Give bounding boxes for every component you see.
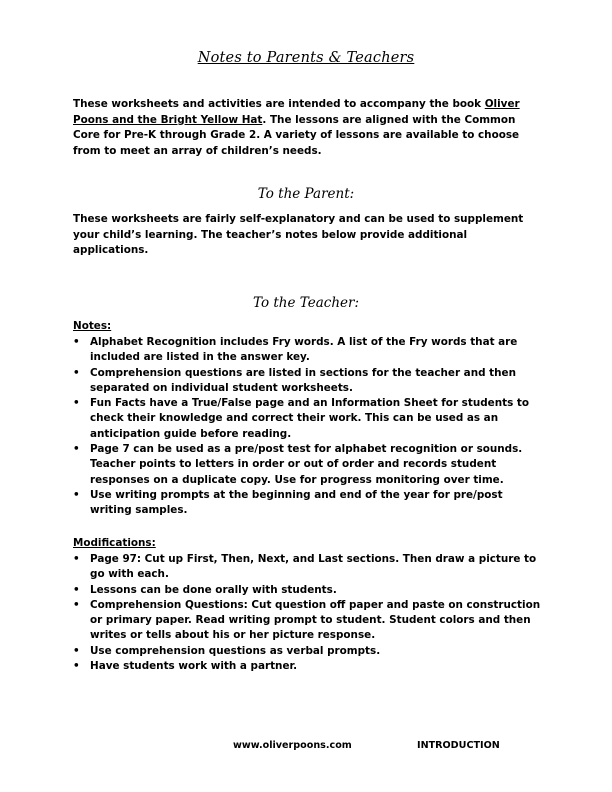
bullet-icon: • — [73, 397, 80, 410]
bullet-icon: • — [73, 553, 80, 565]
notes-item-text: Comprehension questions are listed in sections for the teacher and then separated on individual student worksheets. — [90, 366, 516, 394]
bullet-icon: • — [73, 644, 80, 657]
intro-paragraph — [73, 97, 543, 159]
modification-item-text: Page 97: Cut up First, Then, Next, and Last sections. Then draw a picture to go with each. — [90, 553, 537, 581]
footer-section-label: INTRODUCTION — [417, 740, 500, 751]
notes-item-text: Use writing prompts at the beginning and end of the year for pre/post writing samples. — [90, 488, 503, 517]
parent-paragraph: These worksheets are fairly self-explanatory and can be used to supplement your child’s learning. The teacher’s notes below provide additional applications. — [73, 213, 524, 256]
modification-item — [73, 583, 543, 598]
notes-item — [73, 488, 543, 519]
bullet-icon: • — [73, 598, 80, 611]
bullet-icon: • — [73, 583, 80, 596]
modification-item-text: Comprehension Questions: Cut question off paper and paste on construction or primary paper. Read writing prompt to student. Student colors and then writes or tells about his or her picture response. — [90, 598, 541, 642]
bullet-icon: • — [73, 366, 80, 379]
modification-item — [73, 552, 543, 583]
teacher-heading: To the Teacher: — [252, 295, 360, 311]
modifications-list — [73, 552, 543, 674]
notes-item — [73, 335, 543, 366]
parent-heading: To the Parent: — [257, 186, 355, 202]
modification-item-text: Have students work with a partner. — [90, 660, 298, 673]
book-title: Oliver Poons and the Bright Yellow Hat — [73, 98, 520, 126]
notes-item — [73, 366, 543, 397]
modification-item-text: Use comprehension questions as verbal prompts. — [90, 644, 381, 657]
notes-item — [73, 442, 543, 488]
modifications-label: Modifications: — [73, 537, 156, 549]
notes-list — [73, 335, 543, 519]
bullet-icon: • — [73, 443, 80, 456]
modification-item — [73, 598, 543, 644]
notes-item-text: Alphabet Recognition includes Fry words. A list of the Fry words that are included are listed in the answer key. — [90, 336, 518, 364]
bullet-icon: • — [73, 660, 80, 673]
modification-item-text: Lessons can be done orally with students. — [90, 583, 337, 596]
footer-website: www.oliverpoons.com — [233, 740, 352, 751]
bullet-icon: • — [73, 336, 80, 348]
intro-text-after: . The lessons are aligned with the Common Core for Pre-K through Grade 2. A variety of lessons are available to choose from to meet an array of children’s needs. — [73, 113, 520, 157]
notes-label: Notes: — [73, 320, 112, 332]
modification-item — [73, 644, 543, 659]
intro-text-before: These worksheets and activities are intended to accompany the book — [73, 98, 485, 110]
bullet-icon: • — [73, 488, 80, 501]
notes-item — [73, 396, 543, 442]
notes-item-text: Page 7 can be used as a pre/post test for alphabet recognition or sounds. Teacher points to letters in order or out of order and records student responses on a duplicate copy. Use for progress monitoring over time. — [90, 443, 523, 486]
modification-item — [73, 659, 543, 674]
notes-item-text: Fun Facts have a True/False page and an Information Sheet for students to check their knowledge and correct their work. This can be used as an anticipation guide before reading. — [90, 397, 529, 440]
page-title: Notes to Parents & Teachers — [197, 50, 415, 66]
